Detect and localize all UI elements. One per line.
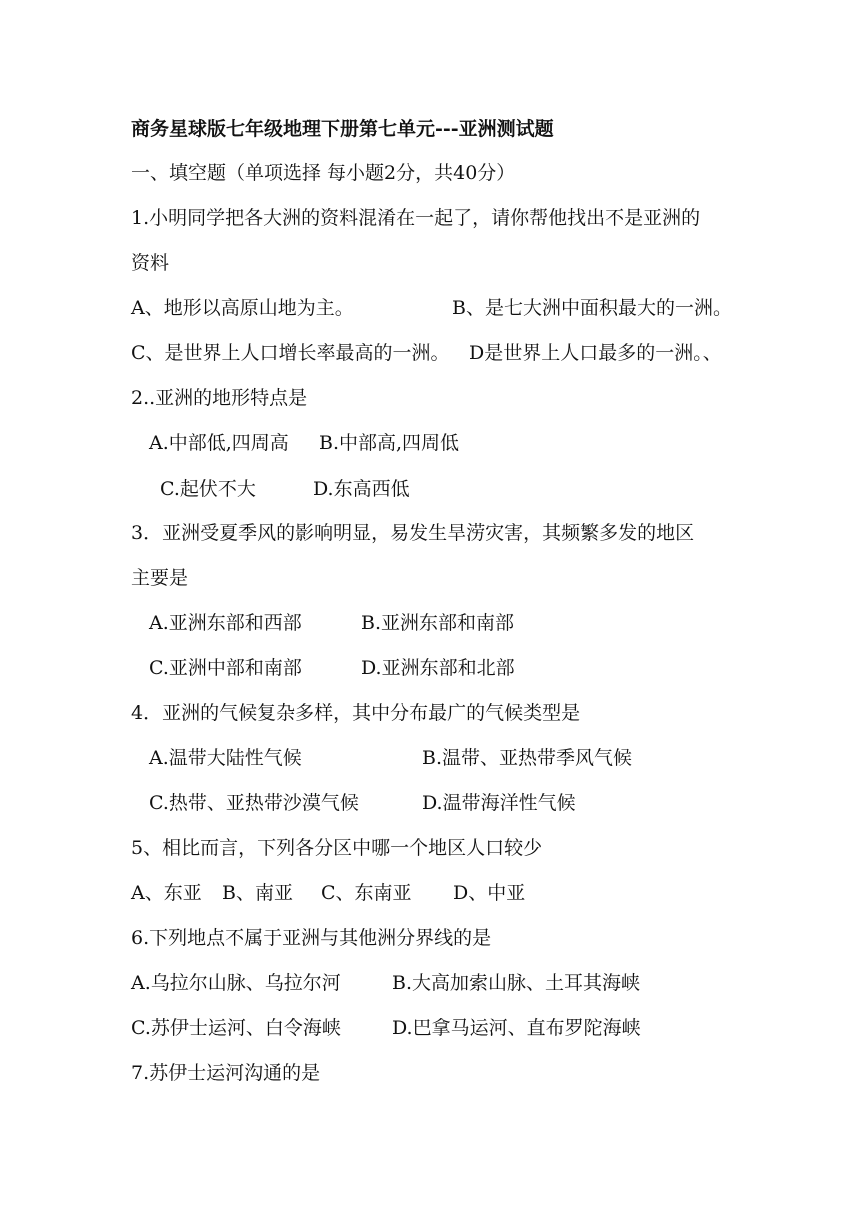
question-5-option-d: D、中亚 <box>453 882 526 904</box>
question-3-stem: 3．亚洲受夏季风的影响明显，易发生旱涝灾害，其频繁多发的地区 <box>131 522 695 544</box>
question-3-option-b: B.亚洲东部和南部 <box>361 612 515 634</box>
question-3-option-d: D.亚洲东部和北部 <box>361 657 515 679</box>
question-2-option-a: A.中部低,四周高 <box>149 432 289 454</box>
question-1-option-d: D是世界上人口最多的一洲。、 <box>469 342 722 364</box>
question-6-option-a: A.乌拉尔山脉、乌拉尔河 <box>131 972 341 994</box>
question-6-stem: 6.下列地点不属于亚洲与其他洲分界线的是 <box>131 927 492 949</box>
question-5-option-b: B、南亚 <box>222 882 293 904</box>
question-7-stem: 7.苏伊士运河沟通的是 <box>131 1062 321 1084</box>
question-1-stem-cont: 资料 <box>131 252 170 274</box>
question-1-option-c: C、是世界上人口增长率最高的一洲。 <box>131 342 450 364</box>
question-4-option-b: B.温带、亚热带季风气候 <box>422 747 633 769</box>
question-4-option-c: C.热带、亚热带沙漠气候 <box>149 792 359 814</box>
question-6-option-b: B.大高加索山脉、土耳其海峡 <box>392 972 641 994</box>
question-4-option-a: A.温带大陆性气候 <box>149 747 302 769</box>
question-3-option-a: A.亚洲东部和西部 <box>149 612 302 634</box>
question-1-stem: 1.小明同学把各大洲的资料混淆在一起了，请你帮他找出不是亚洲的 <box>131 207 701 229</box>
question-1-option-a: A、地形以高原山地为主。 <box>131 297 354 319</box>
question-4-option-d: D.温带海洋性气候 <box>422 792 576 814</box>
question-4-stem: 4．亚洲的气候复杂多样，其中分布最广的气候类型是 <box>131 702 581 724</box>
question-5-option-c: C、东南亚 <box>321 882 412 904</box>
question-1-option-b: B、是七大洲中面积最大的一洲。 <box>452 297 732 319</box>
question-5-option-a: A、东亚 <box>131 882 202 904</box>
document-title: 商务星球版七年级地理下册第七单元---亚洲测试题 <box>131 118 554 140</box>
question-6-option-d: D.巴拿马运河、直布罗陀海峡 <box>392 1017 641 1039</box>
question-3-stem-cont: 主要是 <box>131 567 189 589</box>
question-2-stem: 2..亚洲的地形特点是 <box>131 387 308 409</box>
question-5-stem: 5、相比而言，下列各分区中哪一个地区人口较少 <box>131 837 543 859</box>
section-heading: 一、填空题（单项选择 每小题2分，共40分） <box>131 162 516 184</box>
question-3-option-c: C.亚洲中部和南部 <box>149 657 302 679</box>
question-6-option-c: C.苏伊士运河、白令海峡 <box>131 1017 341 1039</box>
question-2-option-c: C.起伏不大 <box>160 478 256 500</box>
question-2-option-b: B.中部高,四周低 <box>319 432 460 454</box>
question-2-option-d: D.东高西低 <box>313 478 410 500</box>
